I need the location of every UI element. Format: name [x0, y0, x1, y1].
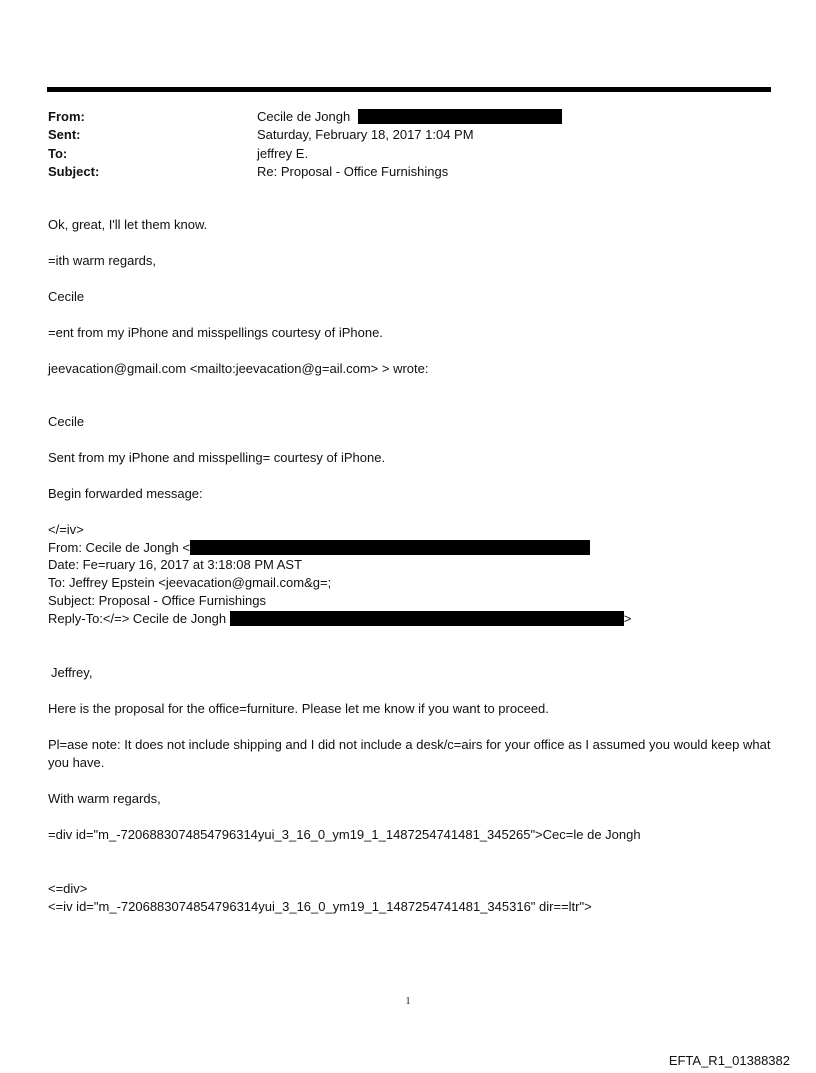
- greeting-line: Jeffrey,: [51, 665, 93, 680]
- subject-value: Re: Proposal - Office Furnishings: [257, 164, 449, 179]
- from-label: From:: [48, 109, 85, 124]
- regards-line: =ith warm regards,: [48, 253, 157, 268]
- signature-line: Cecile: [48, 289, 85, 304]
- reply-line: Ok, great, I'll let them know.: [48, 217, 208, 232]
- sent-from-line-2: Sent from my iPhone and misspelling= courtesy of iPhone.: [48, 450, 386, 465]
- begin-forwarded-line: Begin forwarded message:: [48, 486, 203, 501]
- fwd-from-text: From: Cecile de Jongh <: [48, 540, 190, 555]
- div-line: =div id="m_-7206883074854796314yui_3_16_0_ym19_1_1487254741481_345265">Cec=le de Jongh: [48, 827, 641, 842]
- fwd-replyto-text: Reply-To:</=> Cecile de Jongh: [48, 611, 227, 626]
- to-label: To:: [48, 146, 68, 161]
- subject-label: Subject:: [48, 164, 100, 179]
- sent-label: Sent:: [48, 127, 81, 142]
- redaction-bar: [190, 540, 590, 555]
- div-line-2: <=iv id="m_-7206883074854796314yui_3_16_0_ym19_1_1487254741481_345316" dir==ltr">: [48, 899, 592, 914]
- fwd-date-line: Date: Fe=ruary 16, 2017 at 3:18:08 PM AST: [48, 557, 303, 572]
- paragraph-2: Pl=ase note: It does not include shipping and I did not include a desk/c=airs for your office as I assumed you would keep what you have.: [48, 737, 771, 770]
- document-id: EFTA_R1_01388382: [668, 1053, 790, 1068]
- redaction-bar: [358, 109, 562, 124]
- fwd-from-line: [48, 539, 590, 557]
- header-rule: [47, 87, 771, 92]
- to-value: jeffrey E.: [257, 146, 309, 161]
- sent-from-line: =ent from my iPhone and misspellings courtesy of iPhone.: [48, 325, 383, 340]
- redaction-bar: [230, 611, 624, 626]
- sent-value: Saturday, February 18, 2017 1:04 PM: [257, 127, 474, 142]
- regards-line-2: With warm regards,: [48, 791, 161, 806]
- signature-line-2: Cecile: [48, 414, 85, 429]
- fwd-subject-line: Subject: Proposal - Office Furnishings: [48, 593, 266, 608]
- fwd-div-line: </=iv>: [48, 522, 84, 537]
- page-number: 1: [405, 996, 411, 1007]
- paragraph-1: Here is the proposal for the office=furniture. Please let me know if you want to proceed.: [48, 701, 549, 716]
- fwd-replyto-end: >: [623, 611, 632, 626]
- wrote-line: jeevacation@gmail.com <mailto:jeevacation@g=ail.com> > wrote:: [48, 361, 429, 376]
- from-value: [257, 108, 562, 126]
- fwd-replyto-line: [48, 610, 631, 628]
- div-open-line: <=div>: [48, 881, 88, 896]
- from-name: Cecile de Jongh: [257, 109, 351, 124]
- fwd-to-line: To: Jeffrey Epstein <jeevacation@gmail.com&g=;: [48, 575, 332, 590]
